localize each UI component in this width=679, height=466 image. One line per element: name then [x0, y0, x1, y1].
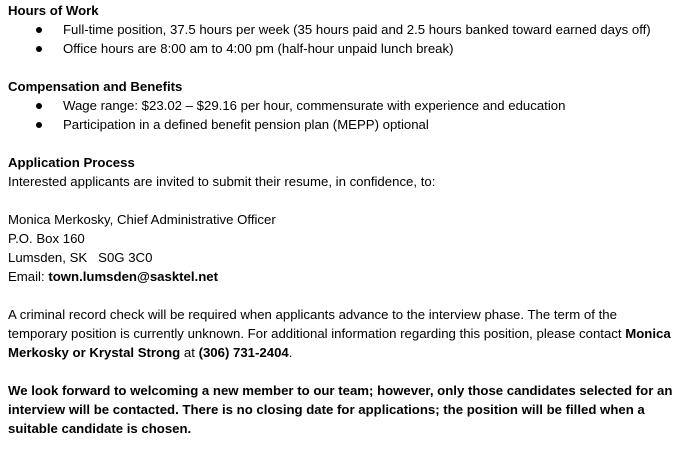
spacer	[8, 58, 673, 77]
criminal-record-paragraph: A criminal record check will be required when applicants advance to the interview phase. The term of the temporary position is currently unknown. For additional information regarding this position, please contact Monica Merkosky or Krystal Strong at (306) 731-2404.	[8, 307, 671, 360]
bullet-icon	[36, 103, 42, 109]
spacer	[8, 191, 673, 210]
list-item: Participation in a defined benefit pension plan (MEPP) optional	[8, 115, 673, 134]
hours-list	[8, 20, 673, 58]
application-heading: Application Process	[8, 155, 135, 170]
application-intro: Interested applicants are invited to submit their resume, in confidence, to:	[8, 174, 436, 189]
spacer	[8, 286, 673, 305]
contact-name: Monica Merkosky, Chief Administrative Officer	[8, 212, 276, 227]
po-box: P.O. Box 160	[8, 231, 85, 246]
job-posting-document	[8, 1, 673, 438]
city-postal: Lumsden, SK S0G 3C0	[8, 250, 153, 265]
compensation-list	[8, 96, 673, 134]
email-line: Email: town.lumsden@sasktel.net	[8, 269, 218, 284]
bullet-icon	[36, 46, 42, 52]
hours-heading: Hours of Work	[8, 3, 99, 18]
contact-names: Monica Merkosky or Krystal Strong	[8, 326, 671, 360]
bullet-icon	[36, 122, 42, 128]
closing-paragraph: We look forward to welcoming a new member to our team; however, only those candidates selected for an interview will be contacted. There is no closing date for applications; the position will be filled when a suitable candidate is chosen.	[8, 383, 673, 436]
spacer	[8, 134, 673, 153]
list-item: Full-time position, 37.5 hours per week (35 hours paid and 2.5 hours banked toward earned days off)	[8, 20, 673, 39]
phone-number: (306) 731-2404	[198, 345, 289, 360]
email-link[interactable]: town.lumsden@sasktel.net	[48, 269, 218, 284]
compensation-heading: Compensation and Benefits	[8, 79, 183, 94]
list-item: Office hours are 8:00 am to 4:00 pm (half-hour unpaid lunch break)	[8, 39, 673, 58]
list-item: Wage range: $23.02 – $29.16 per hour, commensurate with experience and education	[8, 96, 673, 115]
spacer	[8, 362, 673, 381]
bullet-icon	[36, 27, 42, 33]
